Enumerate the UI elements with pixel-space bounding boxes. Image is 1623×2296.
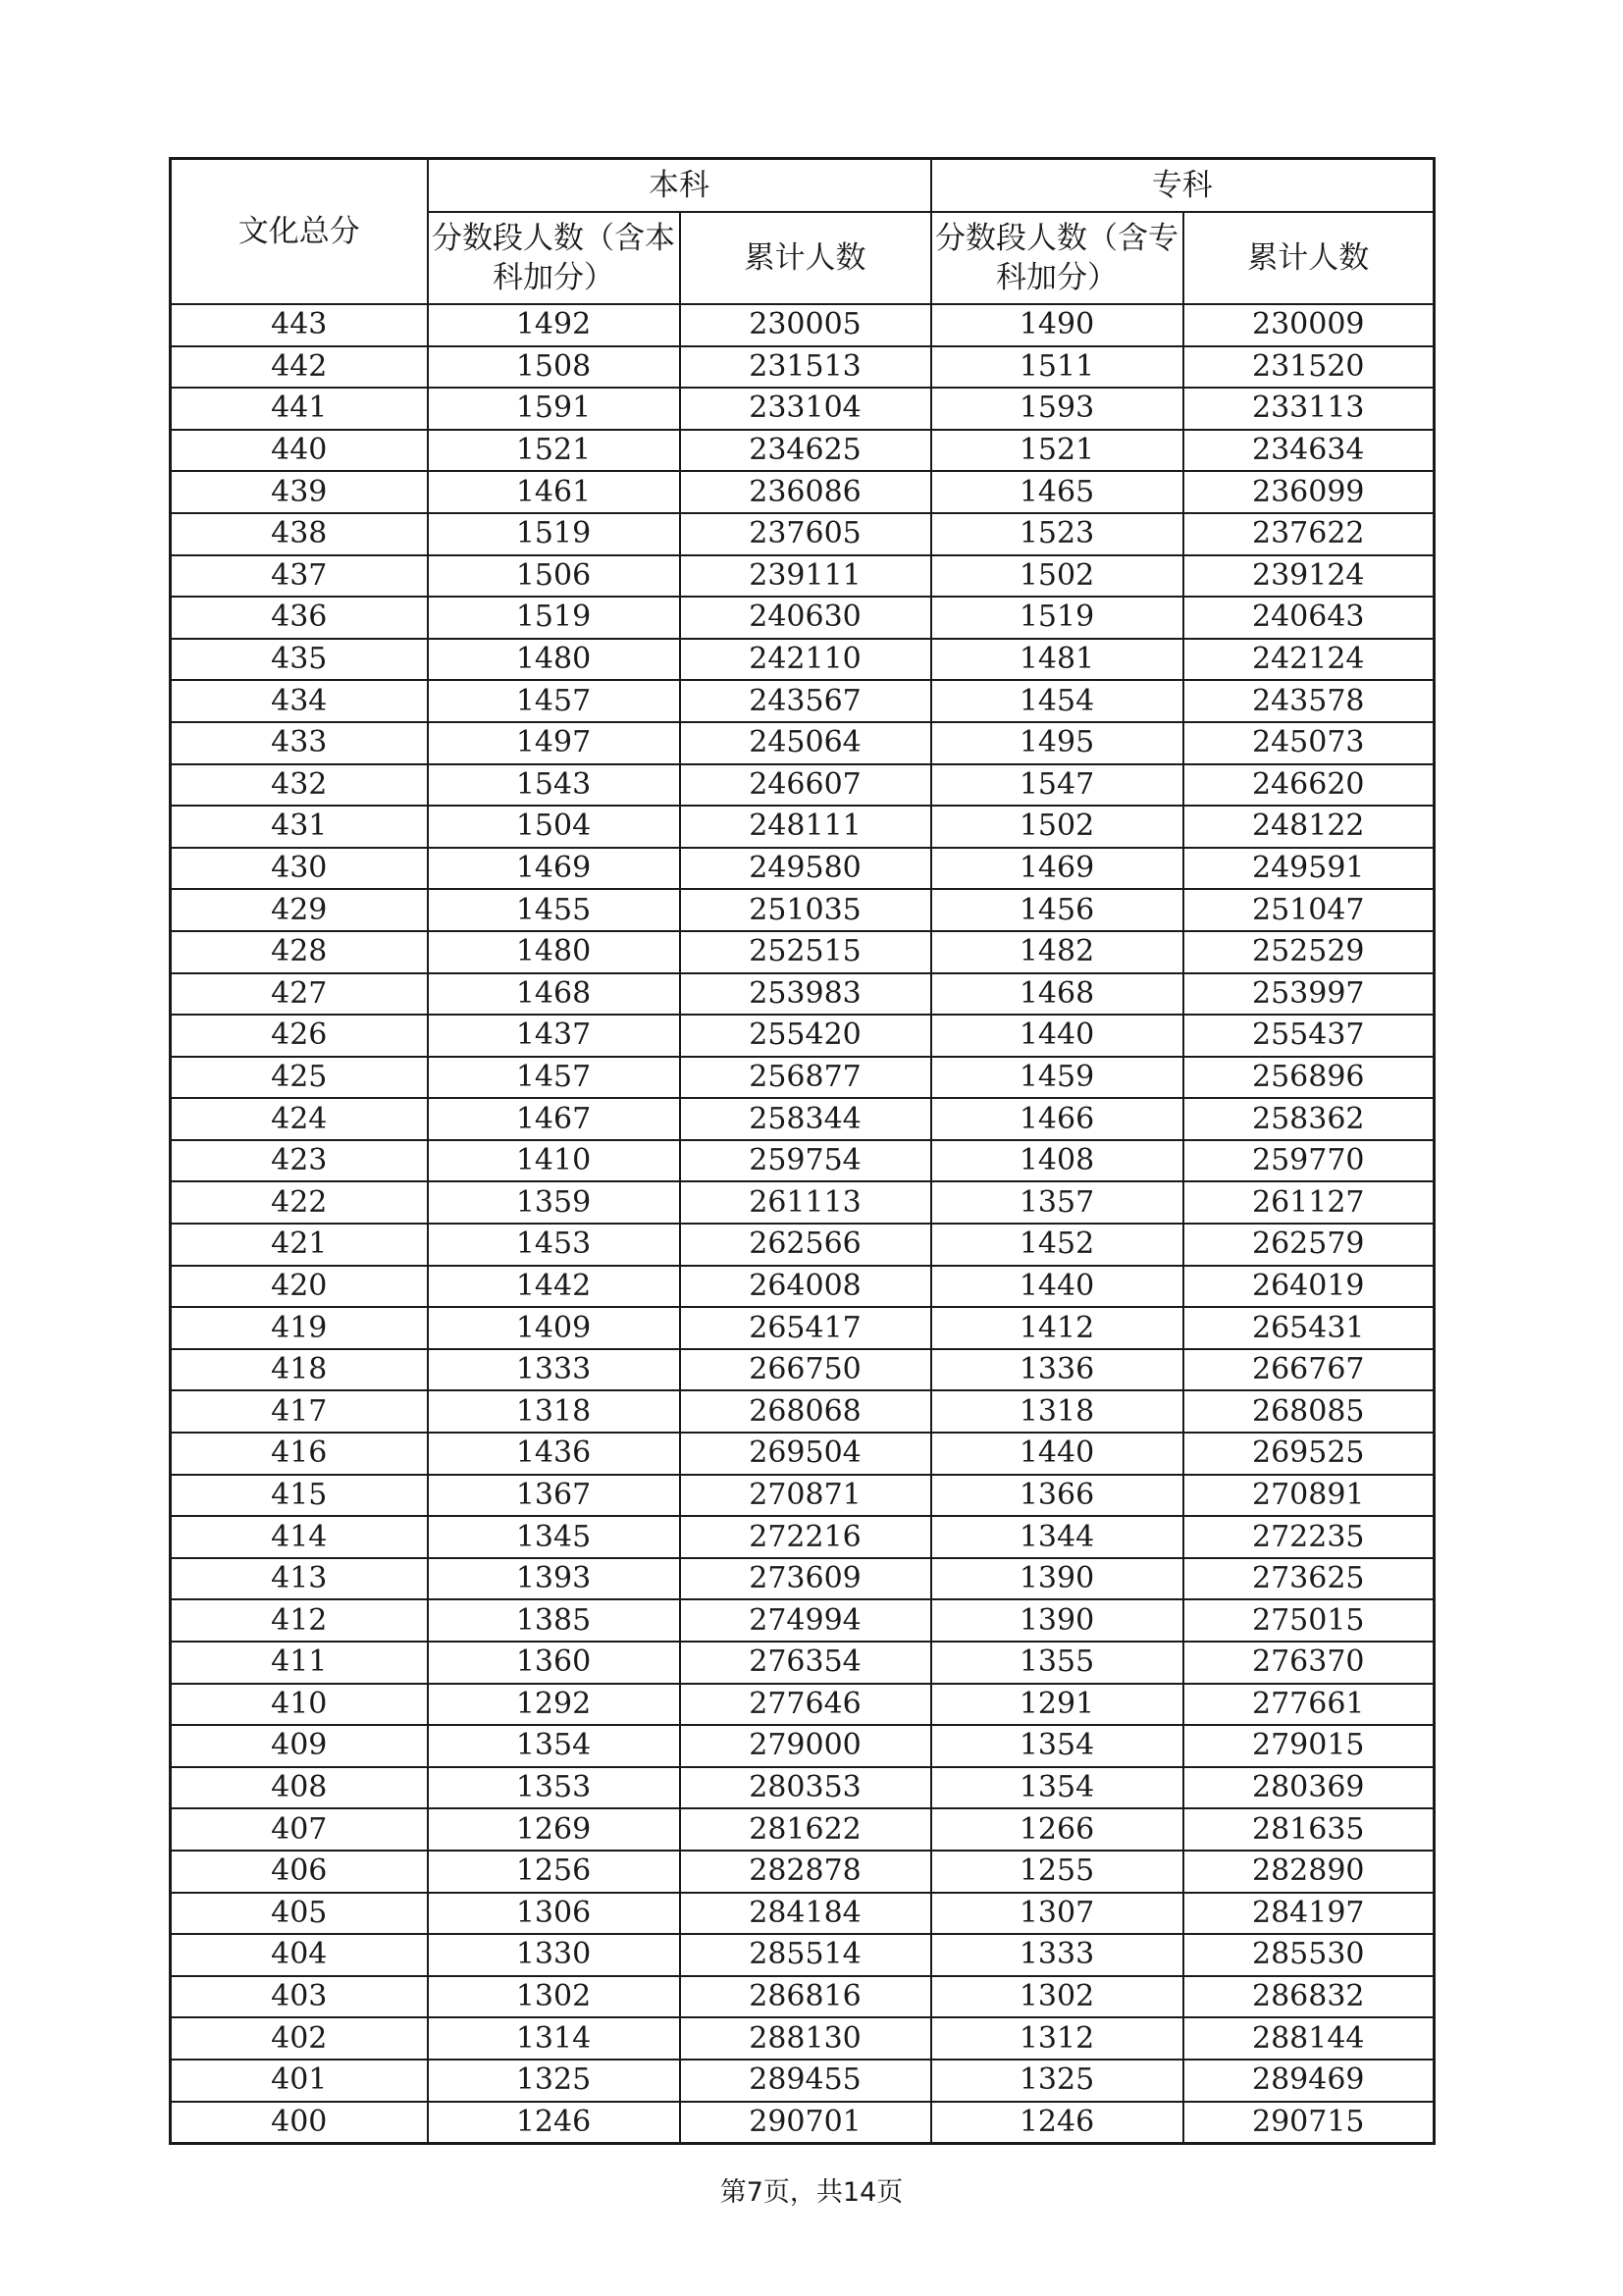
undergraduate-segment-cell: 1246 [428, 2102, 680, 2144]
table-row [171, 1015, 1435, 1057]
junior-cumulative-cell: 259770 [1183, 1140, 1435, 1182]
junior-segment-cell: 1255 [931, 1851, 1183, 1893]
junior-cumulative-cell: 268085 [1183, 1390, 1435, 1433]
score-cell: 436 [171, 597, 428, 639]
junior-cumulative-cell: 252529 [1183, 931, 1435, 973]
junior-segment-cell: 1440 [931, 1433, 1183, 1475]
score-cell: 435 [171, 639, 428, 681]
undergraduate-segment-cell: 1269 [428, 1808, 680, 1851]
undergraduate-segment-cell: 1519 [428, 513, 680, 555]
junior-segment-cell: 1357 [931, 1181, 1183, 1224]
table-row [171, 848, 1435, 890]
junior-cumulative-cell: 269525 [1183, 1433, 1435, 1475]
junior-segment-cell: 1354 [931, 1767, 1183, 1809]
score-cell: 440 [171, 430, 428, 472]
table-row [171, 1516, 1435, 1558]
undergraduate-cumulative-cell: 253983 [680, 973, 931, 1016]
header-junior-segment: 分数段人数（含专科加分） [931, 212, 1183, 304]
junior-segment-cell: 1465 [931, 471, 1183, 513]
undergraduate-segment-cell: 1314 [428, 2017, 680, 2060]
junior-segment-cell: 1344 [931, 1516, 1183, 1558]
junior-segment-cell: 1390 [931, 1599, 1183, 1642]
undergraduate-cumulative-cell: 269504 [680, 1433, 931, 1475]
score-cell: 407 [171, 1808, 428, 1851]
junior-segment-cell: 1312 [931, 2017, 1183, 2060]
junior-cumulative-cell: 282890 [1183, 1851, 1435, 1893]
junior-cumulative-cell: 255437 [1183, 1015, 1435, 1057]
page-prefix: 第 [719, 2177, 747, 2208]
undergraduate-cumulative-cell: 255420 [680, 1015, 931, 1057]
junior-segment-cell: 1408 [931, 1140, 1183, 1182]
header-total-score: 文化总分 [171, 159, 428, 305]
score-cell: 416 [171, 1433, 428, 1475]
header-undergraduate-cumulative: 累计人数 [680, 212, 931, 304]
table-row [171, 388, 1435, 430]
junior-cumulative-cell: 237622 [1183, 513, 1435, 555]
undergraduate-segment-cell: 1292 [428, 1684, 680, 1726]
undergraduate-segment-cell: 1461 [428, 471, 680, 513]
junior-segment-cell: 1490 [931, 304, 1183, 346]
undergraduate-cumulative-cell: 243567 [680, 680, 931, 722]
undergraduate-segment-cell: 1306 [428, 1893, 680, 1935]
table-row [171, 430, 1435, 472]
junior-segment-cell: 1519 [931, 597, 1183, 639]
undergraduate-segment-cell: 1457 [428, 1057, 680, 1099]
junior-cumulative-cell: 256896 [1183, 1057, 1435, 1099]
table-row [171, 1558, 1435, 1600]
junior-cumulative-cell: 245073 [1183, 722, 1435, 764]
undergraduate-cumulative-cell: 266750 [680, 1349, 931, 1391]
junior-segment-cell: 1318 [931, 1390, 1183, 1433]
page-total: 14 [842, 2177, 877, 2208]
undergraduate-segment-cell: 1409 [428, 1307, 680, 1349]
score-cell: 403 [171, 1976, 428, 2018]
junior-segment-cell: 1266 [931, 1808, 1183, 1851]
junior-cumulative-cell: 270891 [1183, 1475, 1435, 1517]
junior-cumulative-cell: 234634 [1183, 430, 1435, 472]
junior-segment-cell: 1454 [931, 680, 1183, 722]
junior-segment-cell: 1336 [931, 1349, 1183, 1391]
junior-cumulative-cell: 246620 [1183, 764, 1435, 807]
undergraduate-segment-cell: 1543 [428, 764, 680, 807]
junior-segment-cell: 1325 [931, 2060, 1183, 2102]
table-row [171, 513, 1435, 555]
table-row [171, 973, 1435, 1016]
undergraduate-cumulative-cell: 252515 [680, 931, 931, 973]
junior-segment-cell: 1481 [931, 639, 1183, 681]
undergraduate-segment-cell: 1504 [428, 806, 680, 848]
undergraduate-cumulative-cell: 233104 [680, 388, 931, 430]
undergraduate-cumulative-cell: 262566 [680, 1224, 931, 1266]
undergraduate-cumulative-cell: 230005 [680, 304, 931, 346]
undergraduate-cumulative-cell: 272216 [680, 1516, 931, 1558]
table-body [171, 304, 1435, 2144]
undergraduate-segment-cell: 1410 [428, 1140, 680, 1182]
junior-segment-cell: 1302 [931, 1976, 1183, 2018]
page-current: 7 [746, 2177, 763, 2208]
junior-cumulative-cell: 262579 [1183, 1224, 1435, 1266]
junior-cumulative-cell: 266767 [1183, 1349, 1435, 1391]
table-row [171, 304, 1435, 346]
undergraduate-cumulative-cell: 288130 [680, 2017, 931, 2060]
score-cell: 433 [171, 722, 428, 764]
undergraduate-segment-cell: 1330 [428, 1934, 680, 1976]
score-cell: 417 [171, 1390, 428, 1433]
undergraduate-segment-cell: 1455 [428, 889, 680, 931]
score-cell: 441 [171, 388, 428, 430]
junior-segment-cell: 1366 [931, 1475, 1183, 1517]
undergraduate-cumulative-cell: 280353 [680, 1767, 931, 1809]
undergraduate-cumulative-cell: 265417 [680, 1307, 931, 1349]
undergraduate-cumulative-cell: 251035 [680, 889, 931, 931]
junior-segment-cell: 1291 [931, 1684, 1183, 1726]
undergraduate-segment-cell: 1506 [428, 555, 680, 598]
header-junior-cumulative: 累计人数 [1183, 212, 1435, 304]
junior-segment-cell: 1523 [931, 513, 1183, 555]
junior-cumulative-cell: 231520 [1183, 346, 1435, 389]
undergraduate-segment-cell: 1480 [428, 639, 680, 681]
undergraduate-cumulative-cell: 274994 [680, 1599, 931, 1642]
undergraduate-segment-cell: 1393 [428, 1558, 680, 1600]
score-cell: 402 [171, 2017, 428, 2060]
undergraduate-cumulative-cell: 290701 [680, 2102, 931, 2144]
score-cell: 428 [171, 931, 428, 973]
junior-segment-cell: 1502 [931, 806, 1183, 848]
junior-cumulative-cell: 236099 [1183, 471, 1435, 513]
undergraduate-segment-cell: 1467 [428, 1098, 680, 1140]
table-row [171, 2102, 1435, 2144]
score-cell: 411 [171, 1642, 428, 1684]
table-row [171, 1851, 1435, 1893]
undergraduate-segment-cell: 1497 [428, 722, 680, 764]
table-row [171, 597, 1435, 639]
score-cell: 443 [171, 304, 428, 346]
junior-cumulative-cell: 286832 [1183, 1976, 1435, 2018]
junior-segment-cell: 1390 [931, 1558, 1183, 1600]
undergraduate-segment-cell: 1367 [428, 1475, 680, 1517]
undergraduate-cumulative-cell: 246607 [680, 764, 931, 807]
undergraduate-cumulative-cell: 279000 [680, 1725, 931, 1767]
undergraduate-cumulative-cell: 268068 [680, 1390, 931, 1433]
junior-cumulative-cell: 285530 [1183, 1934, 1435, 1976]
junior-segment-cell: 1547 [931, 764, 1183, 807]
junior-segment-cell: 1440 [931, 1266, 1183, 1308]
undergraduate-cumulative-cell: 240630 [680, 597, 931, 639]
undergraduate-segment-cell: 1256 [428, 1851, 680, 1893]
table-row [171, 931, 1435, 973]
junior-cumulative-cell: 251047 [1183, 889, 1435, 931]
table-row [171, 1642, 1435, 1684]
table-row [171, 1976, 1435, 2018]
page-footer [0, 2170, 1623, 2209]
junior-cumulative-cell: 258362 [1183, 1098, 1435, 1140]
table-row [171, 1390, 1435, 1433]
undergraduate-segment-cell: 1442 [428, 1266, 680, 1308]
junior-cumulative-cell: 279015 [1183, 1725, 1435, 1767]
junior-segment-cell: 1456 [931, 889, 1183, 931]
score-cell: 434 [171, 680, 428, 722]
undergraduate-segment-cell: 1345 [428, 1516, 680, 1558]
undergraduate-segment-cell: 1591 [428, 388, 680, 430]
junior-segment-cell: 1412 [931, 1307, 1183, 1349]
junior-cumulative-cell: 273625 [1183, 1558, 1435, 1600]
undergraduate-segment-cell: 1353 [428, 1767, 680, 1809]
undergraduate-cumulative-cell: 258344 [680, 1098, 931, 1140]
junior-segment-cell: 1459 [931, 1057, 1183, 1099]
junior-segment-cell: 1452 [931, 1224, 1183, 1266]
undergraduate-cumulative-cell: 261113 [680, 1181, 931, 1224]
score-cell: 426 [171, 1015, 428, 1057]
junior-cumulative-cell: 265431 [1183, 1307, 1435, 1349]
junior-segment-cell: 1440 [931, 1015, 1183, 1057]
table-row [171, 1475, 1435, 1517]
header-undergraduate: 本科 [428, 159, 931, 213]
header-row-top [171, 159, 1435, 213]
undergraduate-segment-cell: 1437 [428, 1015, 680, 1057]
score-cell: 400 [171, 2102, 428, 2144]
junior-cumulative-cell: 233113 [1183, 388, 1435, 430]
page-mid: 页，共 [762, 2177, 843, 2208]
undergraduate-cumulative-cell: 256877 [680, 1057, 931, 1099]
undergraduate-cumulative-cell: 236086 [680, 471, 931, 513]
undergraduate-cumulative-cell: 289455 [680, 2060, 931, 2102]
undergraduate-cumulative-cell: 234625 [680, 430, 931, 472]
undergraduate-segment-cell: 1457 [428, 680, 680, 722]
table-row [171, 680, 1435, 722]
undergraduate-segment-cell: 1359 [428, 1181, 680, 1224]
junior-segment-cell: 1482 [931, 931, 1183, 973]
table-row [171, 1057, 1435, 1099]
undergraduate-segment-cell: 1354 [428, 1725, 680, 1767]
score-cell: 415 [171, 1475, 428, 1517]
junior-segment-cell: 1246 [931, 2102, 1183, 2144]
undergraduate-segment-cell: 1521 [428, 430, 680, 472]
score-cell: 405 [171, 1893, 428, 1935]
undergraduate-cumulative-cell: 281622 [680, 1808, 931, 1851]
table-row [171, 2060, 1435, 2102]
table-row [171, 1684, 1435, 1726]
undergraduate-segment-cell: 1385 [428, 1599, 680, 1642]
score-cell: 419 [171, 1307, 428, 1349]
undergraduate-cumulative-cell: 237605 [680, 513, 931, 555]
junior-cumulative-cell: 281635 [1183, 1808, 1435, 1851]
undergraduate-segment-cell: 1302 [428, 1976, 680, 2018]
score-cell: 430 [171, 848, 428, 890]
table-row [171, 346, 1435, 389]
junior-cumulative-cell: 276370 [1183, 1642, 1435, 1684]
undergraduate-cumulative-cell: 276354 [680, 1642, 931, 1684]
table-row [171, 1140, 1435, 1182]
score-cell: 401 [171, 2060, 428, 2102]
undergraduate-cumulative-cell: 286816 [680, 1976, 931, 2018]
table-row [171, 1808, 1435, 1851]
junior-cumulative-cell: 264019 [1183, 1266, 1435, 1308]
table-row [171, 1893, 1435, 1935]
undergraduate-cumulative-cell: 245064 [680, 722, 931, 764]
undergraduate-segment-cell: 1480 [428, 931, 680, 973]
junior-cumulative-cell: 240643 [1183, 597, 1435, 639]
page-suffix: 页 [876, 2177, 904, 2208]
table-row [171, 764, 1435, 807]
score-cell: 414 [171, 1516, 428, 1558]
junior-cumulative-cell: 230009 [1183, 304, 1435, 346]
score-cell: 427 [171, 973, 428, 1016]
junior-segment-cell: 1469 [931, 848, 1183, 890]
junior-segment-cell: 1468 [931, 973, 1183, 1016]
undergraduate-cumulative-cell: 259754 [680, 1140, 931, 1182]
table-row [171, 471, 1435, 513]
junior-cumulative-cell: 253997 [1183, 973, 1435, 1016]
score-cell: 406 [171, 1851, 428, 1893]
table-row [171, 1349, 1435, 1391]
table-row [171, 889, 1435, 931]
junior-segment-cell: 1333 [931, 1934, 1183, 1976]
junior-cumulative-cell: 275015 [1183, 1599, 1435, 1642]
junior-segment-cell: 1355 [931, 1642, 1183, 1684]
undergraduate-segment-cell: 1492 [428, 304, 680, 346]
junior-segment-cell: 1354 [931, 1725, 1183, 1767]
undergraduate-segment-cell: 1519 [428, 597, 680, 639]
junior-cumulative-cell: 280369 [1183, 1767, 1435, 1809]
score-cell: 439 [171, 471, 428, 513]
junior-segment-cell: 1466 [931, 1098, 1183, 1140]
score-cell: 410 [171, 1684, 428, 1726]
undergraduate-cumulative-cell: 248111 [680, 806, 931, 848]
undergraduate-cumulative-cell: 285514 [680, 1934, 931, 1976]
score-cell: 423 [171, 1140, 428, 1182]
junior-cumulative-cell: 289469 [1183, 2060, 1435, 2102]
score-cell: 432 [171, 764, 428, 807]
header-undergraduate-segment: 分数段人数（含本科加分） [428, 212, 680, 304]
table-header [171, 159, 1435, 305]
undergraduate-cumulative-cell: 231513 [680, 346, 931, 389]
score-cell: 404 [171, 1934, 428, 1976]
junior-segment-cell: 1495 [931, 722, 1183, 764]
undergraduate-segment-cell: 1508 [428, 346, 680, 389]
score-cell: 422 [171, 1181, 428, 1224]
table-row [171, 1307, 1435, 1349]
score-distribution-table [169, 157, 1436, 2145]
undergraduate-segment-cell: 1318 [428, 1390, 680, 1433]
undergraduate-cumulative-cell: 277646 [680, 1684, 931, 1726]
undergraduate-cumulative-cell: 249580 [680, 848, 931, 890]
undergraduate-cumulative-cell: 239111 [680, 555, 931, 598]
score-cell: 412 [171, 1599, 428, 1642]
score-cell: 424 [171, 1098, 428, 1140]
table-row [171, 806, 1435, 848]
undergraduate-cumulative-cell: 264008 [680, 1266, 931, 1308]
junior-cumulative-cell: 248122 [1183, 806, 1435, 848]
table-row [171, 1767, 1435, 1809]
undergraduate-segment-cell: 1325 [428, 2060, 680, 2102]
score-cell: 438 [171, 513, 428, 555]
score-cell: 408 [171, 1767, 428, 1809]
score-cell: 409 [171, 1725, 428, 1767]
table-row [171, 555, 1435, 598]
undergraduate-cumulative-cell: 270871 [680, 1475, 931, 1517]
junior-segment-cell: 1593 [931, 388, 1183, 430]
junior-cumulative-cell: 261127 [1183, 1181, 1435, 1224]
junior-cumulative-cell: 290715 [1183, 2102, 1435, 2144]
score-cell: 437 [171, 555, 428, 598]
undergraduate-segment-cell: 1468 [428, 973, 680, 1016]
table-row [171, 722, 1435, 764]
junior-segment-cell: 1307 [931, 1893, 1183, 1935]
table-row [171, 1266, 1435, 1308]
score-cell: 425 [171, 1057, 428, 1099]
junior-segment-cell: 1511 [931, 346, 1183, 389]
undergraduate-segment-cell: 1333 [428, 1349, 680, 1391]
table-row [171, 2017, 1435, 2060]
junior-cumulative-cell: 239124 [1183, 555, 1435, 598]
score-cell: 442 [171, 346, 428, 389]
junior-cumulative-cell: 242124 [1183, 639, 1435, 681]
table-row [171, 1181, 1435, 1224]
table-row [171, 639, 1435, 681]
table-row [171, 1224, 1435, 1266]
score-cell: 420 [171, 1266, 428, 1308]
table-row [171, 1599, 1435, 1642]
undergraduate-segment-cell: 1469 [428, 848, 680, 890]
table-row [171, 1934, 1435, 1976]
undergraduate-cumulative-cell: 242110 [680, 639, 931, 681]
junior-cumulative-cell: 243578 [1183, 680, 1435, 722]
score-cell: 418 [171, 1349, 428, 1391]
score-cell: 413 [171, 1558, 428, 1600]
junior-cumulative-cell: 249591 [1183, 848, 1435, 890]
undergraduate-cumulative-cell: 273609 [680, 1558, 931, 1600]
header-junior-college: 专科 [931, 159, 1435, 213]
table-row [171, 1433, 1435, 1475]
junior-cumulative-cell: 277661 [1183, 1684, 1435, 1726]
junior-cumulative-cell: 288144 [1183, 2017, 1435, 2060]
table-row [171, 1098, 1435, 1140]
junior-cumulative-cell: 284197 [1183, 1893, 1435, 1935]
junior-cumulative-cell: 272235 [1183, 1516, 1435, 1558]
junior-segment-cell: 1521 [931, 430, 1183, 472]
junior-segment-cell: 1502 [931, 555, 1183, 598]
score-cell: 431 [171, 806, 428, 848]
undergraduate-segment-cell: 1436 [428, 1433, 680, 1475]
score-cell: 421 [171, 1224, 428, 1266]
undergraduate-segment-cell: 1360 [428, 1642, 680, 1684]
undergraduate-segment-cell: 1453 [428, 1224, 680, 1266]
table-row [171, 1725, 1435, 1767]
score-cell: 429 [171, 889, 428, 931]
undergraduate-cumulative-cell: 284184 [680, 1893, 931, 1935]
undergraduate-cumulative-cell: 282878 [680, 1851, 931, 1893]
score-distribution-sheet [169, 157, 1433, 2145]
